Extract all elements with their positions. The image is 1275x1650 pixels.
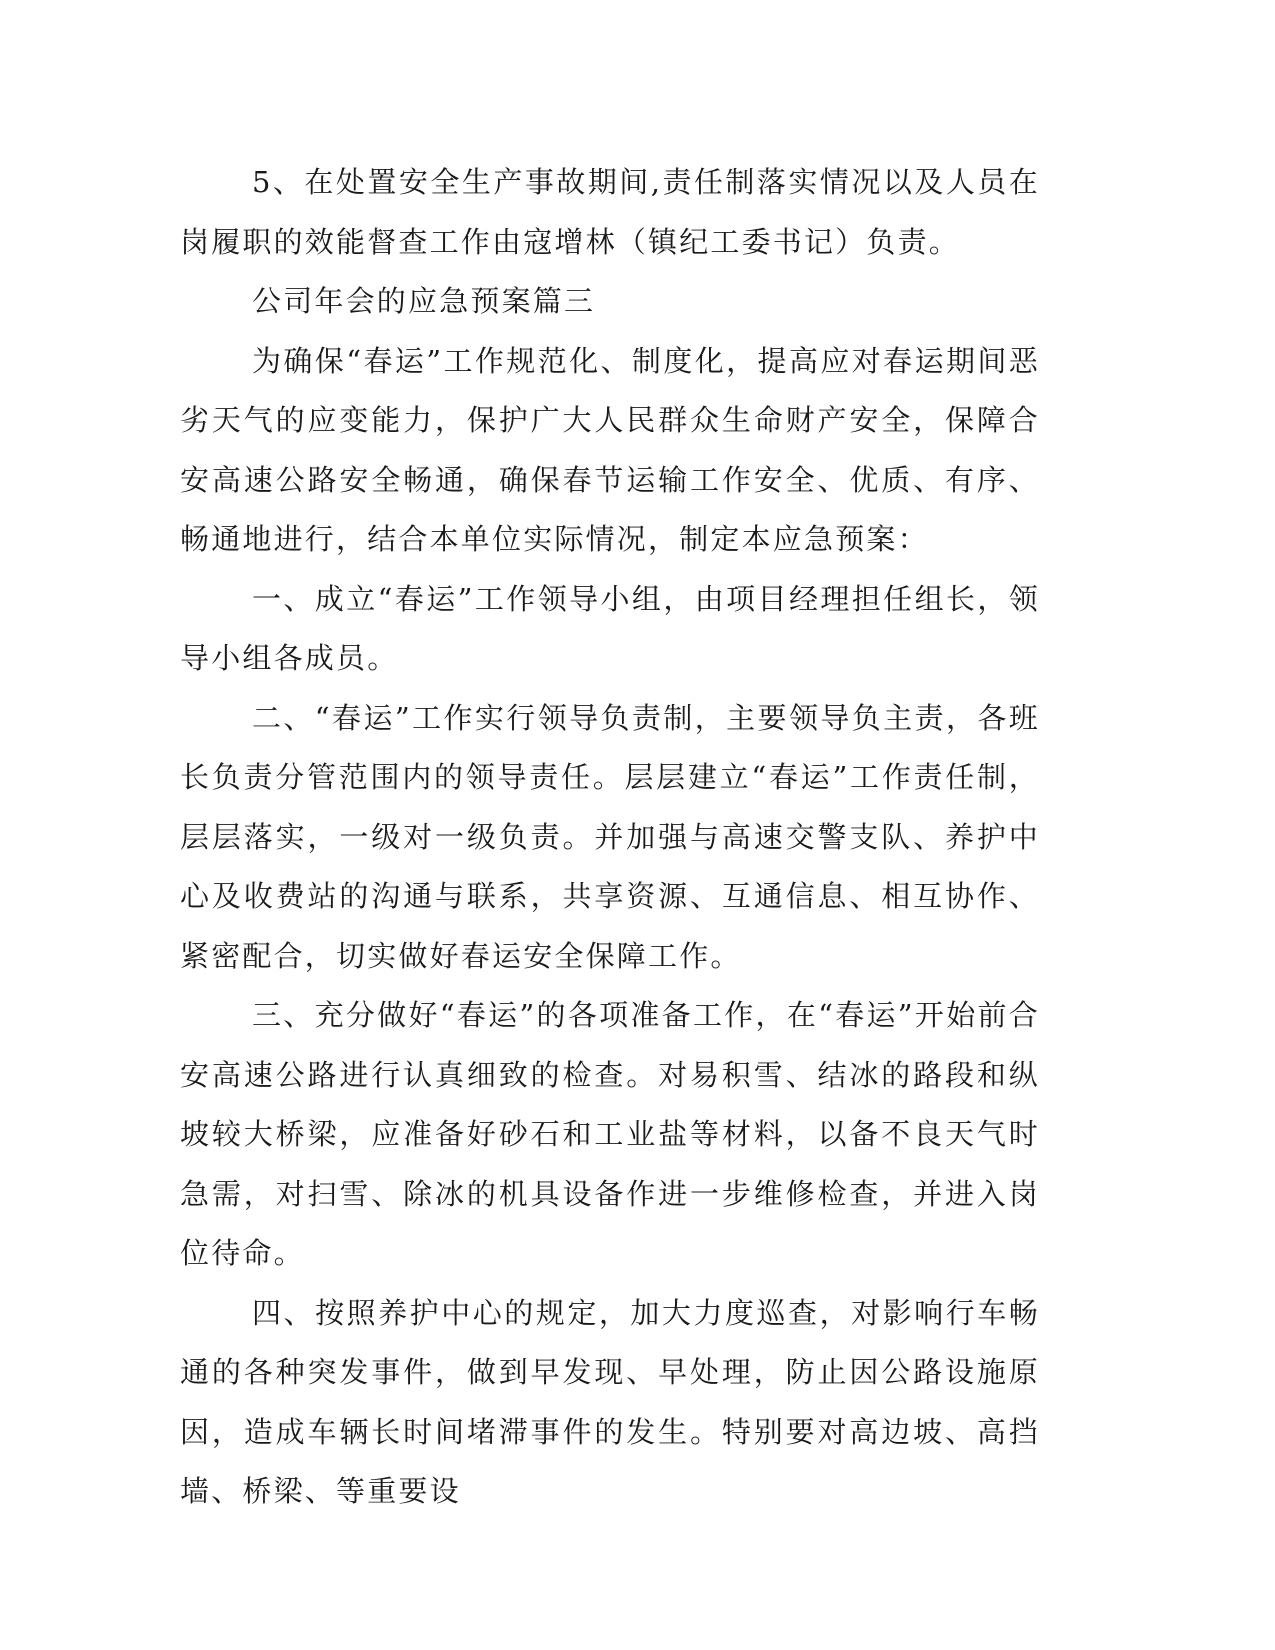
document-body (180, 153, 1040, 1522)
paragraph-one: 一、成立“春运”工作领导小组，由项目经理担任组长，领导小组各成员。 (180, 581, 1040, 675)
paragraph-intro: 为确保“春运”工作规范化、制度化，提高应对春运期间恶劣天气的应变能力，保护广大人民群众生命财产安全，保障合安高速公路安全畅通，确保春节运输工作安全、优质、有序、畅通地进行，结合本单位实际情况，制定本应急预案： (180, 343, 1040, 556)
paragraph-three: 三、充分做好“春运”的各项准备工作，在“春运”开始前合安高速公路进行认真细致的检查。对易积雪、结冰的路段和纵坡较大桥梁，应准备好砂石和工业盐等材料，以备不良天气时急需，对扫雪、除冰的机具设备作进一步维修检查，并进入岗位待命。 (180, 998, 1040, 1270)
section-heading: 公司年会的应急预案篇三 (252, 284, 596, 318)
paragraph-two: 二、“春运”工作实行领导负责制，主要领导负主责，各班长负责分管范围内的领导责任。层层建立“春运”工作责任制，层层落实，一级对一级负责。并加强与高速交警支队、养护中心及收费站的沟通与联系，共享资源、互通信息、相互协作、紧密配合，切实做好春运安全保障工作。 (180, 700, 1040, 973)
paragraph-item5: 5、在处置安全生产事故期间,责任制落实情况以及人员在岗履职的效能督查工作由寇增林（镇纪工委书记）负责。 (180, 165, 1040, 259)
paragraph-four: 四、按照养护中心的规定，加大力度巡查，对影响行车畅通的各种突发事件，做到早发现、早处理，防止因公路设施原因，造成车辆长时间堵滞事件的发生。特别要对高边坡、高挡墙、桥梁、等重要设 (180, 1295, 1040, 1508)
